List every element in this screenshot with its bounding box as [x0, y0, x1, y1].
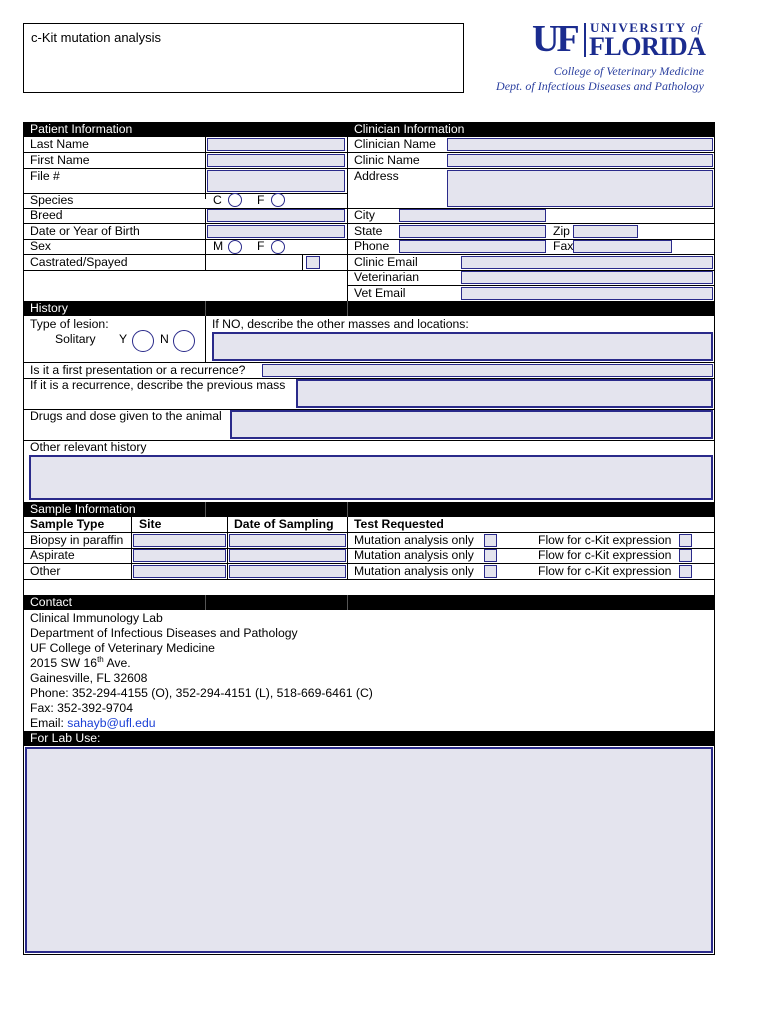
castrated-label: Castrated/Spayed	[30, 255, 128, 269]
veterinarian-field[interactable]	[461, 271, 713, 284]
zip-field[interactable]	[573, 225, 638, 238]
test-mutation-other: Mutation analysis only	[354, 564, 474, 578]
history-header-divider	[347, 301, 348, 316]
lesion-divider	[205, 316, 206, 362]
clinic-email-field[interactable]	[461, 256, 713, 269]
sample-type-other: Other	[30, 564, 61, 578]
lab-use-header-bar	[23, 731, 715, 746]
mutation-checkbox-aspirate[interactable]	[484, 549, 497, 562]
form-title: c-Kit mutation analysis	[31, 30, 162, 45]
species-f-radio[interactable]	[271, 193, 285, 207]
fax-label: Fax	[553, 239, 574, 253]
breed-field[interactable]	[207, 209, 345, 222]
uf-logo	[528, 20, 713, 60]
sample-header-divider	[205, 502, 206, 517]
lab-use-field[interactable]	[25, 747, 713, 953]
mutation-checkbox-other[interactable]	[484, 565, 497, 578]
first-presentation-label: Is it a first presentation or a recurrence?	[30, 363, 246, 377]
date-field-other[interactable]	[229, 565, 346, 578]
logo-divider	[584, 23, 586, 57]
species-label: Species	[30, 193, 74, 207]
castrated-checkbox[interactable]	[306, 256, 320, 269]
lesion-type-label: Type of lesion:	[30, 317, 109, 331]
solitary-label: Solitary	[55, 332, 96, 346]
uf-mark: UF	[532, 18, 577, 60]
date-field-aspirate[interactable]	[229, 549, 346, 562]
clinic-email-label: Clinic Email	[354, 255, 418, 269]
contact-lab: Clinical Immunology Lab	[30, 611, 163, 625]
contact-header-divider	[347, 595, 348, 610]
frame-right	[714, 122, 715, 955]
other-masses-label: If NO, describe the other masses and locations:	[212, 317, 469, 331]
recurrence-label: If it is a recurrence, describe the previous mass	[30, 378, 286, 392]
row-line	[23, 579, 715, 580]
sample-header: Sample Information	[30, 502, 136, 516]
logo-university-text: UNIVERSITY	[590, 20, 687, 35]
clinic-name-label: Clinic Name	[354, 153, 420, 167]
other-history-label: Other relevant history	[30, 440, 147, 454]
contact-header-bar	[23, 595, 715, 610]
other-history-field[interactable]	[29, 455, 713, 500]
last-name-field[interactable]	[207, 138, 345, 151]
city-label: City	[354, 208, 375, 222]
contact-header-divider	[205, 595, 206, 610]
history-header: History	[30, 301, 68, 315]
state-label: State	[354, 224, 383, 238]
lab-use-header: For Lab Use:	[30, 731, 101, 745]
solitary-n-radio[interactable]	[173, 330, 195, 352]
site-field-aspirate[interactable]	[133, 549, 226, 562]
test-mutation-aspirate: Mutation analysis only	[354, 548, 474, 562]
last-name-label: Last Name	[30, 137, 89, 151]
flow-checkbox-aspirate[interactable]	[679, 549, 692, 562]
mutation-checkbox-biopsy[interactable]	[484, 534, 497, 547]
email-link[interactable]: sahayb@ufl.edu	[67, 716, 156, 730]
clinician-name-label: Clinician Name	[354, 137, 436, 151]
veterinarian-label: Veterinarian	[354, 270, 420, 284]
col-date: Date of Sampling	[234, 517, 334, 531]
species-c-radio[interactable]	[228, 193, 242, 207]
street-ave: Ave.	[103, 656, 131, 670]
frame-left	[23, 122, 24, 955]
logo-dept: Dept. of Infectious Diseases and Pathology	[496, 79, 704, 93]
first-name-field[interactable]	[207, 154, 345, 167]
clinician-name-field[interactable]	[447, 138, 713, 151]
test-flow-biopsy: Flow for c-Kit expression	[538, 533, 672, 547]
address-field[interactable]	[447, 170, 713, 207]
file-field[interactable]	[207, 170, 345, 192]
file-label: File #	[30, 169, 60, 183]
sex-f-label: F	[257, 239, 265, 253]
contact-phone: Phone: 352-294-4155 (O), 352-294-4151 (L), 518-669-6461 (C)	[30, 686, 373, 700]
breed-label: Breed	[30, 208, 63, 222]
history-header-divider	[205, 301, 206, 316]
sex-f-radio[interactable]	[271, 240, 285, 254]
solitary-n-label: N	[160, 332, 169, 346]
phone-label: Phone	[354, 239, 390, 253]
test-mutation-biopsy: Mutation analysis only	[354, 533, 474, 547]
first-name-label: First Name	[30, 153, 90, 167]
logo-florida: FLORIDA	[589, 32, 706, 61]
vet-email-field[interactable]	[461, 287, 713, 300]
vet-email-label: Vet Email	[354, 286, 406, 300]
solitary-y-label: Y	[119, 332, 128, 346]
solitary-y-radio[interactable]	[132, 330, 154, 352]
dob-field[interactable]	[207, 225, 345, 238]
first-presentation-field[interactable]	[262, 364, 713, 377]
contact-email-line	[30, 716, 156, 731]
other-masses-field[interactable]	[212, 332, 713, 361]
clinic-name-field[interactable]	[447, 154, 713, 167]
contact-dept: Department of Infectious Diseases and Pathology	[30, 626, 298, 640]
contact-header: Contact	[30, 595, 73, 609]
sex-m-radio[interactable]	[228, 240, 242, 254]
col-site: Site	[139, 517, 162, 531]
contact-fax: Fax: 352-392-9704	[30, 701, 133, 715]
frame-bottom	[23, 954, 715, 955]
drugs-label: Drugs and dose given to the animal	[30, 409, 222, 423]
zip-label: Zip	[553, 224, 570, 238]
phone-field[interactable]	[399, 240, 546, 253]
drugs-field[interactable]	[230, 410, 713, 439]
sample-type-biopsy: Biopsy in paraffin	[30, 533, 124, 547]
col-test: Test Requested	[354, 517, 444, 531]
contact-college: UF College of Veterinary Medicine	[30, 641, 215, 655]
dob-label: Date or Year of Birth	[30, 224, 140, 238]
address-label: Address	[354, 169, 399, 183]
test-flow-other: Flow for c-Kit expression	[538, 564, 672, 578]
street-number: 2015 SW 16	[30, 656, 98, 670]
sex-label: Sex	[30, 239, 52, 253]
contact-city: Gainesville, FL 32608	[30, 671, 148, 685]
city-field[interactable]	[399, 209, 546, 222]
species-c-label: C	[213, 193, 222, 207]
date-field-biopsy[interactable]	[229, 534, 346, 547]
logo-college: College of Veterinary Medicine	[553, 64, 704, 78]
flow-checkbox-other[interactable]	[679, 565, 692, 578]
fax-field[interactable]	[573, 240, 672, 253]
patient-header: Patient Information	[30, 122, 133, 136]
test-flow-aspirate: Flow for c-Kit expression	[538, 548, 672, 562]
site-field-biopsy[interactable]	[133, 534, 226, 547]
street-suffix: th	[97, 654, 104, 664]
castrated-divider-2	[302, 255, 303, 270]
species-f-label: F	[257, 193, 265, 207]
clinician-header: Clinician Information	[354, 122, 465, 136]
sample-type-aspirate: Aspirate	[30, 548, 75, 562]
history-header-bar	[23, 301, 715, 316]
recurrence-field[interactable]	[296, 379, 713, 408]
email-label: Email:	[30, 716, 68, 730]
logo-of-text: of	[690, 20, 702, 35]
site-field-other[interactable]	[133, 565, 226, 578]
state-field[interactable]	[399, 225, 546, 238]
flow-checkbox-biopsy[interactable]	[679, 534, 692, 547]
col-sample-type: Sample Type	[30, 517, 105, 531]
sample-header-divider	[347, 502, 348, 517]
contact-street	[30, 656, 131, 671]
sex-m-label: M	[213, 239, 224, 253]
mid-col-divider	[347, 137, 348, 301]
